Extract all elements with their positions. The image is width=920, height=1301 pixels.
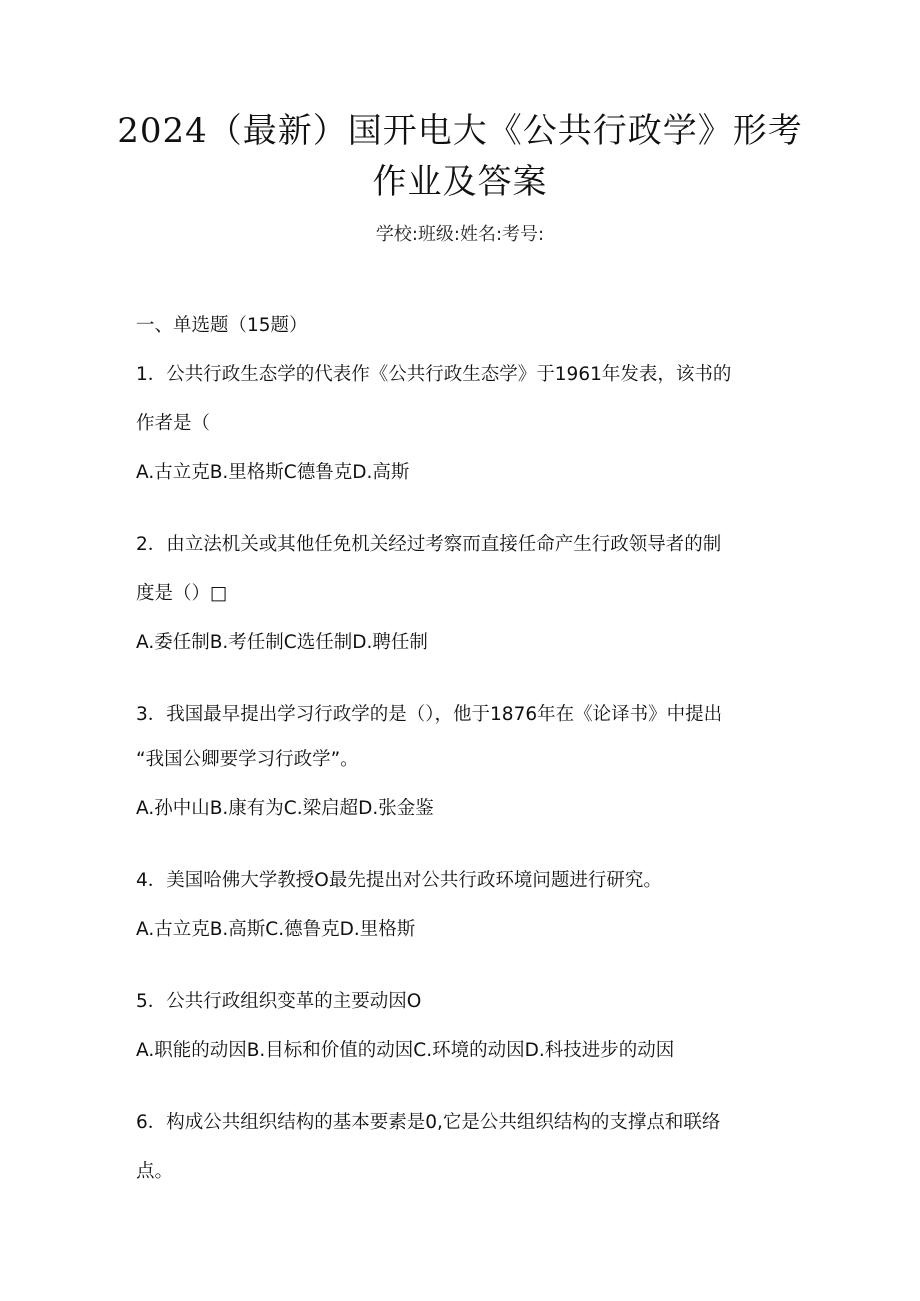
question-2-stem-line-2: 度是（）□ — [136, 583, 228, 604]
question-5-options: A.职能的动因B.目标和价值的动因C.环境的动因D.科技进步的动因 — [136, 1040, 675, 1061]
question-5-stem-line-1: 5．公共行政组织变革的主要动因O — [136, 991, 422, 1012]
question-3-stem-line-1: 3．我国最早提出学习行政学的是（），他于1876年在《论译书》中提出 — [136, 704, 723, 725]
question-4-options: A.古立克B.高斯C.德鲁克D.里格斯 — [136, 919, 416, 940]
question-3-stem-line-2: “我国公卿要学习行政学”。 — [136, 749, 359, 770]
question-1-options: A.古立克B.里格斯C德鲁克D.高斯 — [136, 462, 410, 483]
student-info-line: 学校:班级:姓名:考号: — [375, 224, 545, 245]
question-2-stem-line-1: 2．由立法机关或其他任免机关经过考察而直接任命产生行政领导者的制 — [136, 534, 722, 555]
question-1-stem-line-2: 作者是（ — [136, 413, 211, 434]
question-4-stem-line-1: 4．美国哈佛大学教授O最先提出对公共行政环境问题进行研究。 — [136, 870, 662, 891]
question-2-options: A.委任制B.考任制C选任制D.聘任制 — [136, 632, 428, 653]
question-1-stem-line-1: 1．公共行政生态学的代表作《公共行政生态学》于1961年发表，该书的 — [136, 364, 732, 385]
document-title-line-2: 作业及答案 — [372, 162, 548, 202]
question-6-stem-line-2: 点。 — [136, 1161, 174, 1182]
document-title-line-1: 2024（最新）国开电大《公共行政学》形考 — [117, 111, 803, 151]
question-6-stem-line-1: 6．构成公共组织结构的基本要素是0,它是公共组织结构的支撑点和联络 — [136, 1112, 721, 1133]
section-heading: 一、单选题（15题） — [136, 315, 308, 336]
question-3-options: A.孙中山B.康有为C.梁启超D.张金鉴 — [136, 798, 434, 819]
